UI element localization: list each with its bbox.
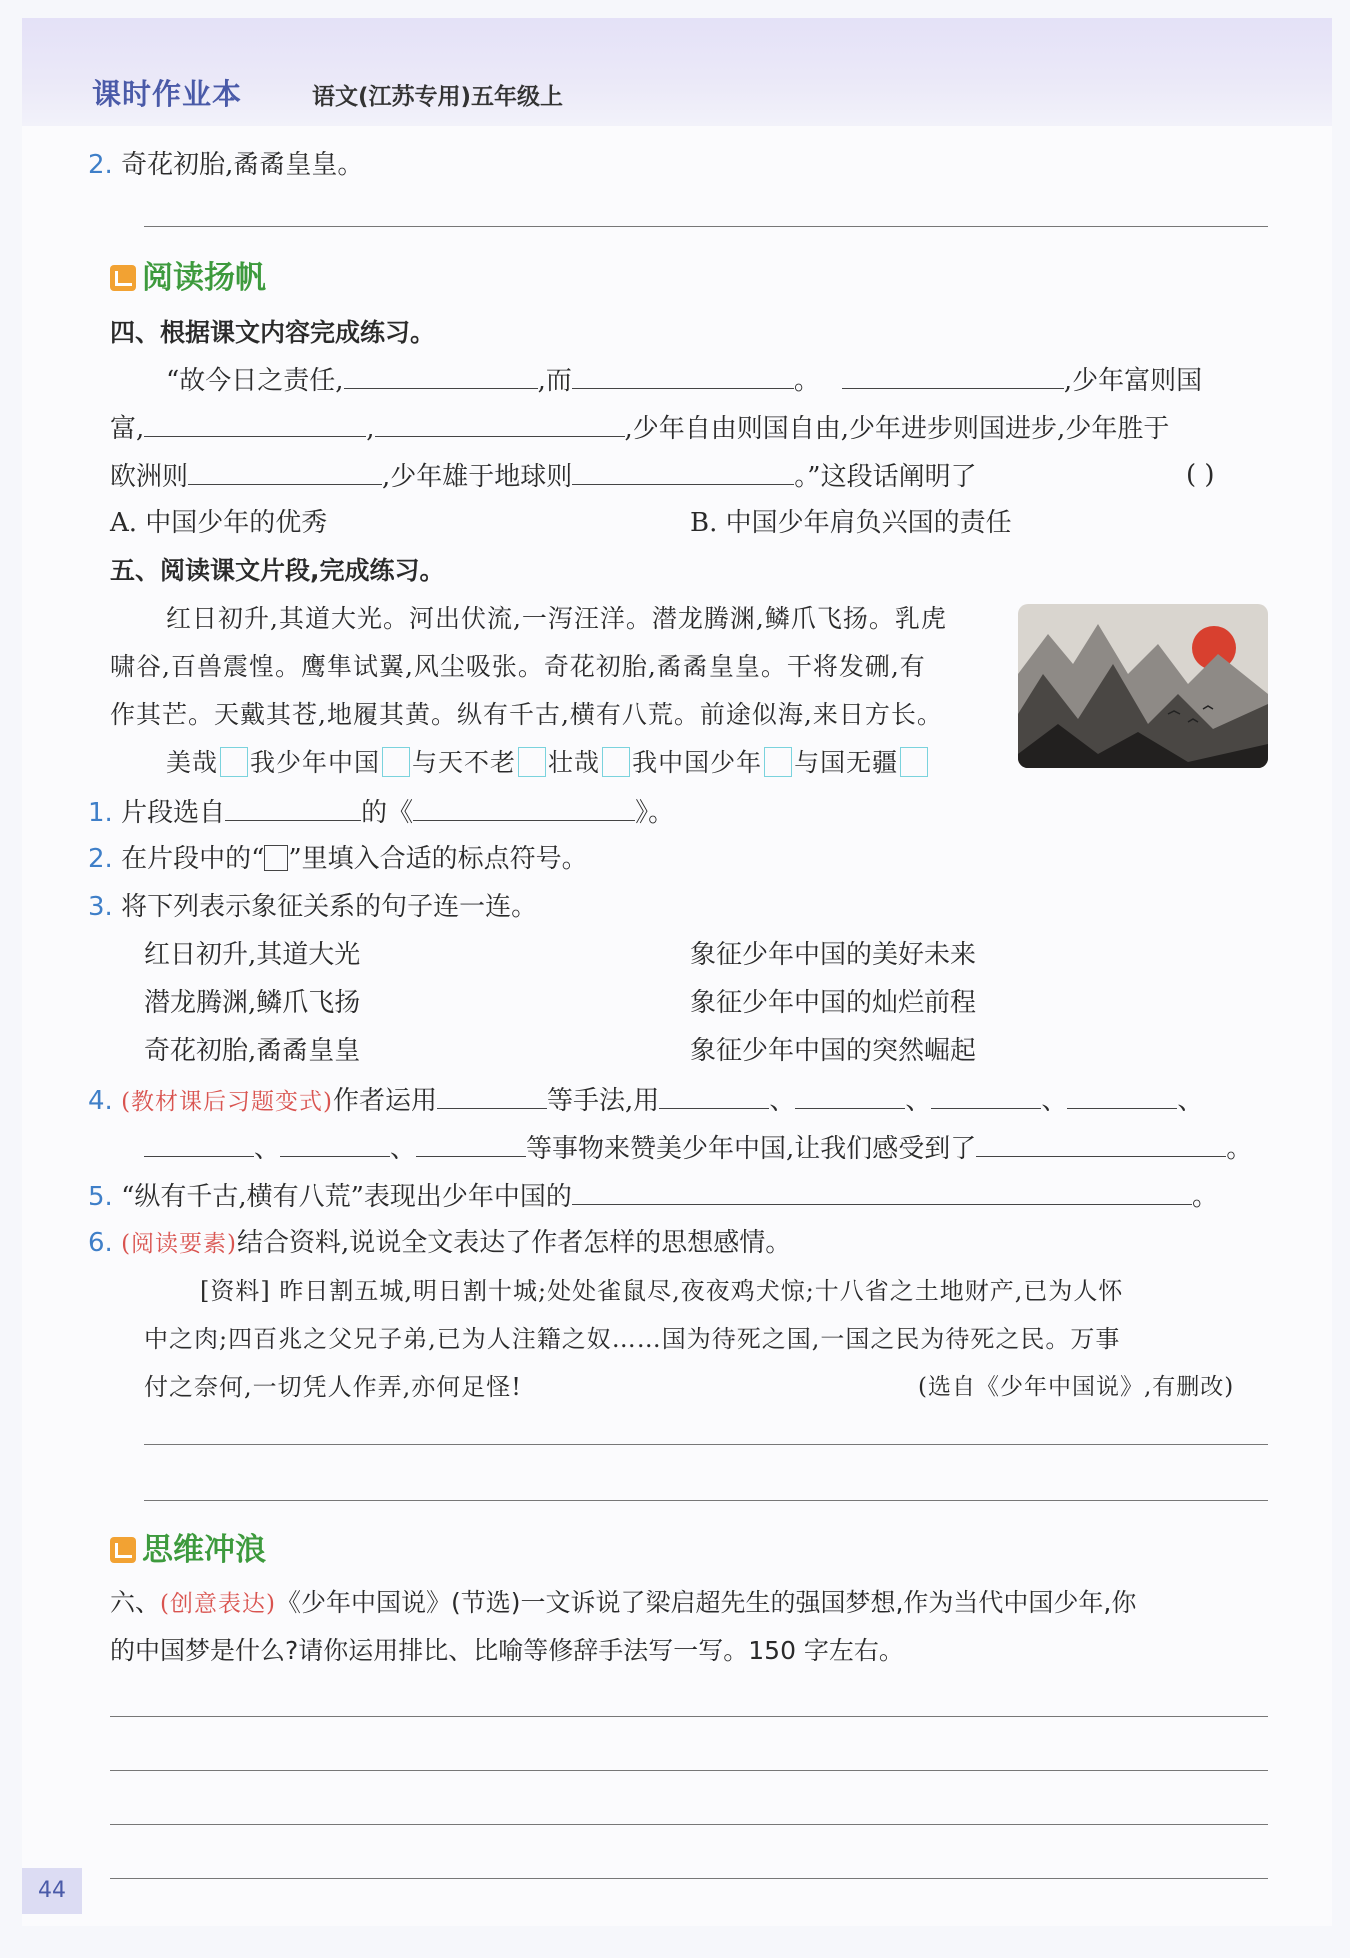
book-subtitle: 语文(江苏专用)五年级上 bbox=[312, 84, 564, 110]
blank[interactable] bbox=[188, 458, 382, 485]
blank[interactable] bbox=[344, 362, 538, 389]
q5-sub4-line1: 4. (教材课后习题变式)作者运用 等手法,用 、 、 、 、 bbox=[88, 1082, 1203, 1119]
match-left-3[interactable]: 奇花初胎,矞矞皇皇 bbox=[144, 1036, 361, 1066]
answer-parens[interactable]: ( ) bbox=[1186, 460, 1215, 490]
blank[interactable] bbox=[572, 1178, 1192, 1205]
material-source: (选自《少年中国说》,有删改) bbox=[918, 1374, 1235, 1400]
material-line: [资料] 昨日割五城,明日割十城;处处雀鼠尽,夜夜鸡犬惊;十八省之土地财产,已为人怀 bbox=[200, 1277, 1124, 1305]
box-symbol bbox=[264, 845, 288, 871]
punct-box[interactable] bbox=[900, 747, 928, 777]
blank[interactable] bbox=[437, 1082, 547, 1109]
option-b[interactable]: B. 中国少年肩负兴国的责任 bbox=[690, 508, 1012, 538]
passage-line: 作其芒。天戴其苍,地履其黄。纵有千古,横有八荒。前途似海,来日方长。 bbox=[110, 700, 943, 729]
passage-line-blanks: 美哉 我少年中国 与天不老 壮哉 我中国少年 与国无疆 bbox=[166, 746, 930, 780]
book-icon bbox=[110, 265, 136, 291]
q5-sub4-line2: 、 、 等事物来赞美少年中国,让我们感受到了 。 bbox=[144, 1130, 1252, 1166]
passage-line: 红日初升,其道大光。河出伏流,一泻汪洋。潜龙腾渊,鳞爪飞扬。乳虎 bbox=[166, 604, 947, 633]
q5-sub3: 3. 将下列表示象征关系的句子连一连。 bbox=[88, 892, 538, 922]
wave-icon bbox=[110, 1537, 136, 1563]
blank[interactable] bbox=[144, 1130, 254, 1157]
punct-box[interactable] bbox=[518, 747, 546, 777]
top-item: 2. 奇花初胎,矞矞皇皇。 bbox=[88, 150, 364, 180]
blank[interactable] bbox=[659, 1082, 769, 1109]
section-reading-heading: 阅读扬帆 bbox=[110, 252, 266, 297]
q5-sub5: 5. “纵有千古,横有八荒”表现出少年中国的 。 bbox=[88, 1178, 1218, 1214]
blank[interactable] bbox=[375, 410, 625, 437]
blank[interactable] bbox=[1067, 1082, 1177, 1109]
writing-line[interactable] bbox=[110, 1878, 1268, 1879]
blank[interactable] bbox=[572, 458, 794, 485]
answer-line[interactable] bbox=[144, 226, 1268, 227]
writing-line[interactable] bbox=[110, 1716, 1268, 1717]
q4-line3: 欧洲则 ,少年雄于地球则 。”这段话阐明了 bbox=[110, 458, 977, 494]
q4-line2: 富, , ,少年自由则国自由,少年进步则国进步,少年胜于 bbox=[110, 410, 1169, 446]
blank[interactable] bbox=[225, 794, 361, 821]
q5-sub1: 1. 片段选自 的《 》。 bbox=[88, 794, 674, 830]
answer-line[interactable] bbox=[144, 1500, 1268, 1501]
punct-box[interactable] bbox=[602, 747, 630, 777]
q6-line1: 六、(创意表达)《少年中国说》(节选)一文诉说了梁启超先生的强国梦想,作为当代中国少年,你 bbox=[110, 1588, 1137, 1617]
option-a[interactable]: A. 中国少年的优秀 bbox=[110, 508, 328, 538]
match-right-1[interactable]: 象征少年中国的美好未来 bbox=[690, 940, 977, 970]
writing-line[interactable] bbox=[110, 1770, 1268, 1771]
answer-line[interactable] bbox=[144, 1444, 1268, 1445]
writing-line[interactable] bbox=[110, 1824, 1268, 1825]
book-title: 课时作业本 bbox=[92, 77, 243, 111]
blank[interactable] bbox=[144, 410, 366, 437]
material-line: 付之奈何,一切凭人作弄,亦何足怪! bbox=[144, 1373, 522, 1401]
punct-box[interactable] bbox=[220, 747, 248, 777]
blank[interactable] bbox=[931, 1082, 1041, 1109]
page-number: 44 bbox=[22, 1868, 82, 1914]
match-right-2[interactable]: 象征少年中国的灿烂前程 bbox=[690, 988, 977, 1018]
section-thinking-heading: 思维冲浪 bbox=[110, 1524, 266, 1569]
landscape-painting bbox=[1018, 604, 1268, 768]
blank[interactable] bbox=[280, 1130, 390, 1157]
blank[interactable] bbox=[842, 362, 1064, 389]
q5-sub2: 2. 在片段中的“ ”里填入合适的标点符号。 bbox=[88, 844, 588, 874]
punct-box[interactable] bbox=[382, 747, 410, 777]
blank[interactable] bbox=[413, 794, 635, 821]
q5-sub6: 6. (阅读要素)结合资料,说说全文表达了作者怎样的思想感情。 bbox=[88, 1228, 792, 1258]
blank[interactable] bbox=[976, 1130, 1226, 1157]
match-left-1[interactable]: 红日初升,其道大光 bbox=[144, 940, 361, 970]
blank[interactable] bbox=[795, 1082, 905, 1109]
punct-box[interactable] bbox=[764, 747, 792, 777]
q6-line2: 的中国梦是什么?请你运用排比、比喻等修辞手法写一写。150 字左右。 bbox=[110, 1636, 904, 1665]
match-left-2[interactable]: 潜龙腾渊,鳞爪飞扬 bbox=[144, 988, 361, 1018]
material-line: 中之肉;四百兆之父兄子弟,已为人注籍之奴……国为待死之国,一国之民为待死之民。万事 bbox=[144, 1325, 1121, 1353]
match-right-3[interactable]: 象征少年中国的突然崛起 bbox=[690, 1036, 977, 1066]
q5-heading: 五、阅读课文片段,完成练习。 bbox=[110, 556, 445, 585]
q4-heading: 四、根据课文内容完成练习。 bbox=[110, 318, 436, 347]
blank[interactable] bbox=[572, 362, 794, 389]
blank[interactable] bbox=[416, 1130, 526, 1157]
q4-line1: “故今日之责任, ,而 。 ,少年富则国 bbox=[166, 362, 1202, 398]
passage-line: 啸谷,百兽震惶。鹰隼试翼,风尘吸张。奇花初胎,矞矞皇皇。干将发硎,有 bbox=[110, 652, 926, 681]
